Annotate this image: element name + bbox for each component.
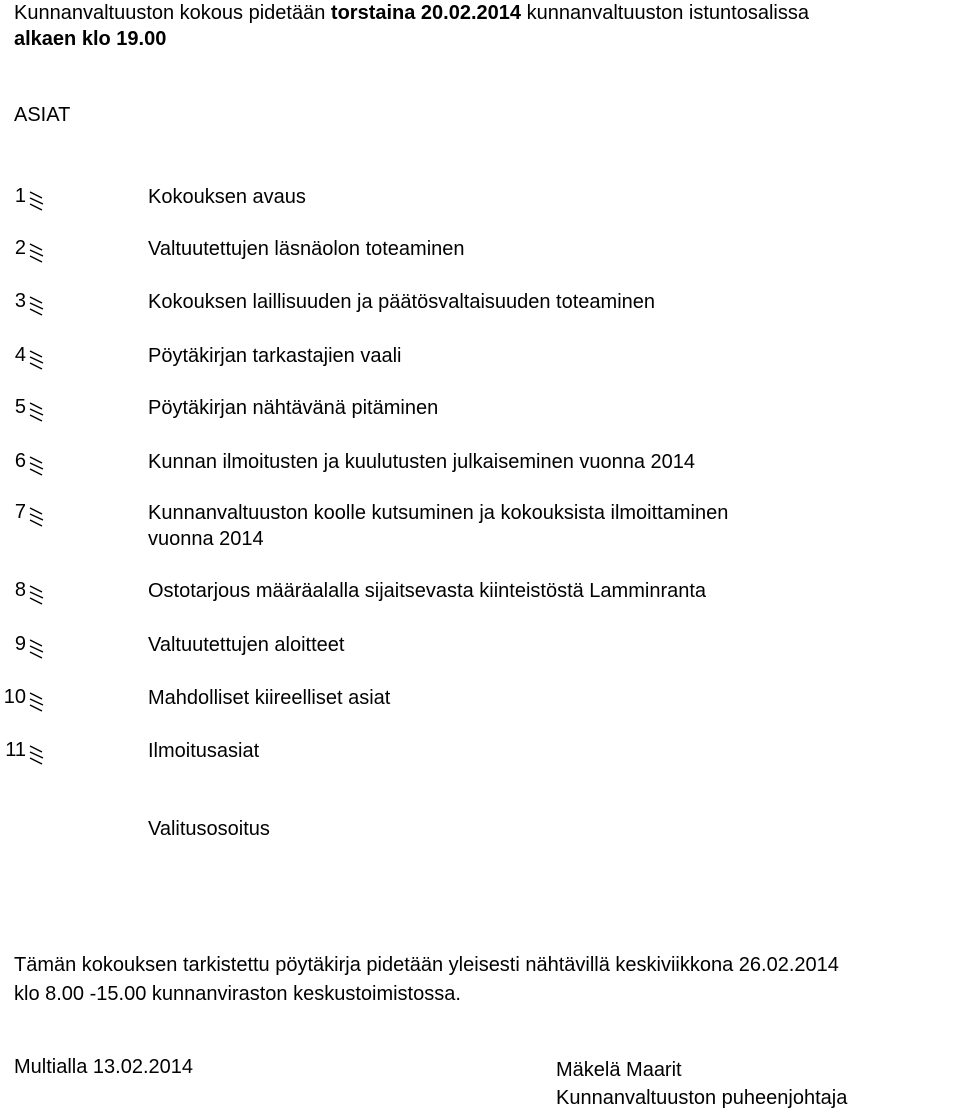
agenda-item-title-line: Kokouksen laillisuuden ja päätösvaltaisuuden toteaminen: [148, 291, 656, 313]
agenda-item-title-line: Valtuutettujen aloitteet: [148, 634, 345, 656]
intro-date: torstaina 20.02.2014: [330, 2, 522, 24]
agenda-item: [0, 578, 960, 608]
agenda-item: [0, 395, 960, 425]
agenda-item-number: 4: [14, 344, 26, 366]
agenda-item-title: [148, 500, 728, 552]
meeting-intro: [14, 0, 954, 52]
agenda-item-number: 8: [14, 579, 26, 601]
agenda-item: [0, 685, 960, 715]
agenda-item: [0, 500, 960, 550]
agenda-item-number: 11: [5, 739, 26, 761]
intro-suffix: kunnanvaltuuston istuntosalissa: [521, 2, 809, 24]
agenda-item-title: [148, 236, 465, 262]
agenda-item-title-line: Kunnan ilmoitusten ja kuulutusten julkaiseminen vuonna 2014: [148, 451, 696, 473]
agenda-item-title-line: Mahdolliset kiireelliset asiat: [148, 687, 391, 709]
signatory-title: Kunnanvaltuuston puheenjohtaja: [556, 1087, 848, 1109]
agenda-heading: ASIAT: [14, 104, 71, 126]
agenda-item-number: 6: [14, 450, 26, 472]
section-mark-icon: [28, 455, 46, 477]
section-mark-icon: [28, 401, 46, 423]
agenda-item-number: 2: [14, 237, 26, 259]
agenda-item-title-line: Ostotarjous määräalalla sijaitsevasta kiinteistöstä Lamminranta: [148, 580, 707, 602]
section-mark-icon: [28, 349, 46, 371]
agenda-item-number: 3: [14, 290, 26, 312]
section-mark-icon: [28, 190, 46, 212]
agenda-item-title: [148, 449, 695, 475]
agenda-item: [0, 343, 960, 373]
agenda-item: [0, 236, 960, 266]
agenda-item-number: 5: [14, 396, 26, 418]
agenda-item-title-line: Kunnanvaltuuston koolle kutsuminen ja kokouksista ilmoittaminen: [148, 502, 729, 524]
agenda-item-number: 9: [14, 633, 26, 655]
intro-prefix: Kunnanvaltuuston kokous pidetään: [14, 2, 331, 24]
agenda-item: [0, 184, 960, 214]
agenda-item: [0, 289, 960, 319]
agenda-item: [0, 738, 960, 768]
place-and-date: Multialla 13.02.2014: [14, 1056, 194, 1078]
section-mark-icon: [28, 638, 46, 660]
agenda-item-title-line: vuonna 2014: [148, 528, 264, 550]
section-mark-icon: [28, 584, 46, 606]
agenda-item-title: [148, 289, 655, 315]
appeal-instructions-heading: Valitusosoitus: [148, 818, 270, 840]
agenda-item-number: 10: [3, 686, 26, 708]
agenda-item-title: [148, 685, 390, 711]
section-mark-icon: [28, 506, 46, 528]
agenda-item-title: [148, 738, 259, 764]
signatory: [556, 1056, 847, 1112]
agenda-item-title-line: Kokouksen avaus: [148, 186, 306, 208]
agenda-item-title: [148, 395, 438, 421]
agenda-item-number: 7: [14, 501, 26, 523]
section-mark-icon: [28, 691, 46, 713]
agenda-item-title: [148, 632, 344, 658]
intro-time: alkaen klo 19.00: [14, 28, 167, 50]
minutes-notice: [14, 951, 954, 1009]
agenda-item-title: [148, 578, 706, 604]
agenda-item-title-line: Valtuutettujen läsnäolon toteaminen: [148, 238, 465, 260]
agenda-item-title-line: Ilmoitusasiat: [148, 740, 260, 762]
notice-line-1: Tämän kokouksen tarkistettu pöytäkirja pidetään yleisesti nähtävillä keskiviikkona 26.02.2014: [14, 954, 839, 976]
section-mark-icon: [28, 744, 46, 766]
section-mark-icon: [28, 295, 46, 317]
signatory-name: Mäkelä Maarit: [556, 1059, 682, 1081]
agenda-item-title-line: Pöytäkirjan tarkastajien vaali: [148, 345, 402, 367]
section-mark-icon: [28, 242, 46, 264]
agenda-item-title-line: Pöytäkirjan nähtävänä pitäminen: [148, 397, 439, 419]
agenda-item-title: [148, 343, 401, 369]
agenda-item: [0, 449, 960, 479]
agenda-item-title: [148, 184, 306, 210]
agenda-item: [0, 632, 960, 662]
agenda-item-number: 1: [14, 185, 26, 207]
notice-line-2: klo 8.00 -15.00 kunnanviraston keskustoimistossa.: [14, 983, 461, 1005]
